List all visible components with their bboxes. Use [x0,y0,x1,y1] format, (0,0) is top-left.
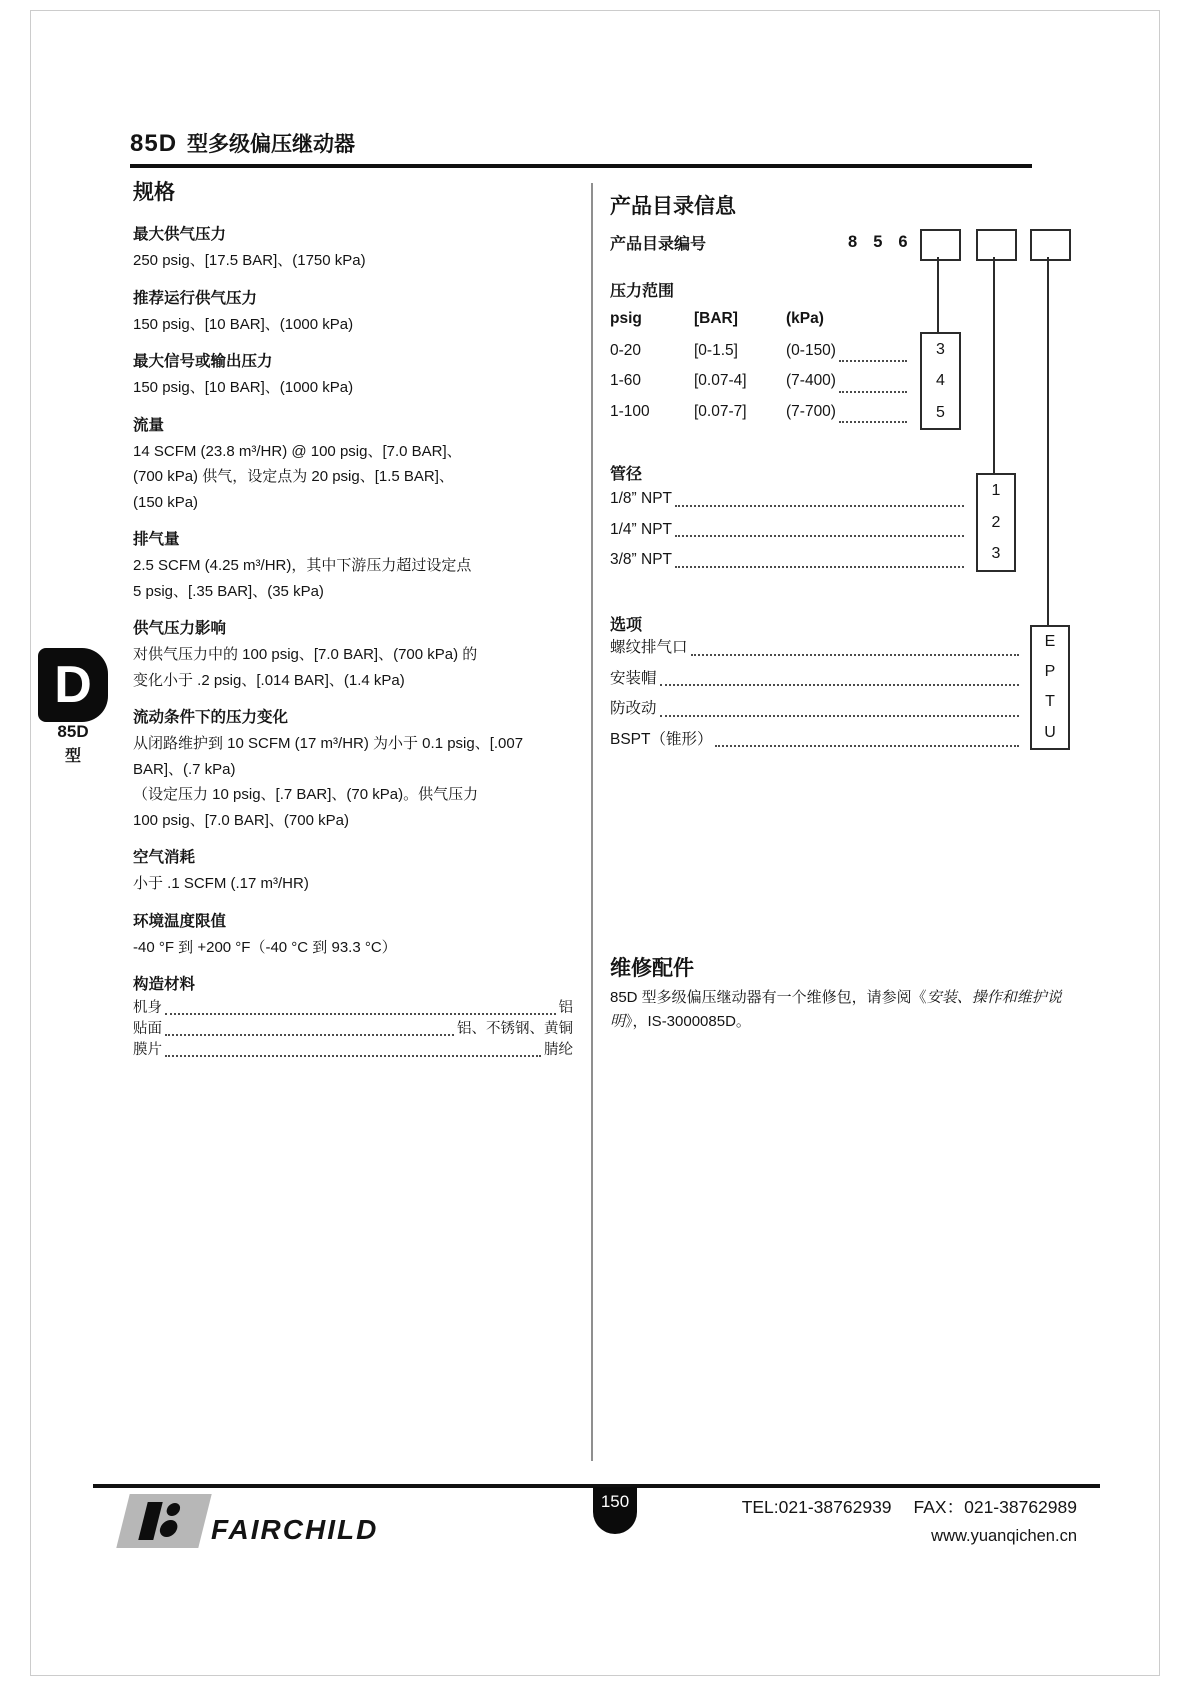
range-code: 4 [936,372,945,390]
spec-line: -40 °F 到 +200 °F（-40 °C 到 93.3 °C） [133,938,397,956]
service-heading: 维修配件 [610,957,694,980]
spec-line: 对供气压力中的 100 psig、[7.0 BAR]、(700 kPa) 的 [133,646,478,663]
spec-section-title: 排气量 [133,531,180,548]
pipe-code-box [976,473,1016,572]
pr-bar: [0-1.5] [694,342,738,359]
service-text-after: 》，IS-3000085D。 [625,1013,751,1030]
catalog-digit-box-pipe [976,229,1017,261]
dotted-leader [839,397,907,423]
pipe-size-row [610,515,967,546]
pressure-range-title: 压力范围 [610,283,675,300]
spec-section [133,286,579,338]
option-code: P [1044,663,1056,681]
pipe-size-row [610,545,967,576]
dotted-leader [839,336,907,362]
dotted-leader [675,535,964,537]
catalog-digit-box-option [1030,229,1071,261]
pressure-range-rows [610,336,910,427]
footer-tel-fax [742,1494,1077,1519]
section-tab-letter: D [54,656,92,714]
spec-line: 5 psig、[.35 BAR]、(35 kPa) [133,582,324,600]
catalog-number-label: 产品目录编号 [610,236,707,253]
materials-label: 膜片 [133,1042,162,1058]
brand-name: FAIRCHILD [211,1514,379,1545]
materials-value: 铝、不锈钢、黄铜 [457,1021,573,1037]
service-text-before: 85D 型多级偏压继动器有一个维修包，请参阅《 [610,989,927,1006]
dotted-leader [715,745,1019,747]
materials-row [133,1019,573,1040]
materials-rows [133,998,579,1061]
connector-line-option [1047,257,1049,625]
spec-section-title: 最大供气压力 [133,226,227,243]
spec-section [133,222,579,274]
catalog-heading-wrap [610,190,736,220]
pipe-code: 3 [991,545,1001,563]
column-divider [591,183,593,1461]
spec-line: 从闭路维护到 10 SCFM (17 m³/HR) 为小于 0.1 psig、[.007 [133,735,524,752]
page-title-code: 85D [130,130,178,157]
spec-line: 100 psig、[7.0 BAR]、(700 kPa) [133,811,349,829]
dotted-leader [660,684,1019,686]
footer-website: www.yuanqichen.cn [931,1527,1077,1545]
pr-psig: 0-20 [610,342,642,359]
options-code-box [1030,625,1070,750]
connector-line-range [937,257,939,332]
fairchild-logo [123,1492,378,1548]
option-row [610,664,1022,695]
pr-kpa: (7-400) [786,372,836,390]
connector-line-pipe [993,257,995,473]
spec-line: 150 psig、[10 BAR]、(1000 kPa) [133,379,354,396]
specs-heading: 规格 [133,181,175,204]
materials-title: 构造材料 [133,976,196,993]
catalog-digit: 6 [898,233,908,251]
service-text [610,986,1075,1034]
spec-section [133,527,579,604]
option-code: E [1044,633,1056,650]
section-tab-model: 85D [57,722,89,741]
spec-section [133,616,579,693]
spec-section [133,705,579,833]
logo-dot-small [165,1503,181,1516]
section-tab [38,648,108,722]
pr-kpa: (7-700) [786,402,836,420]
spec-section [133,413,579,516]
option-label: BSPT（锥形） [610,730,713,748]
pr-header-kpa: (kPa) [786,310,824,327]
pressure-range-row [610,366,910,396]
pipe-size-title: 管径 [610,466,643,483]
spec-section [133,845,579,897]
catalog-heading: 产品目录信息 [610,195,736,218]
fairchild-logo-icon [116,1494,211,1548]
spec-section-title: 空气消耗 [133,849,196,866]
option-code: U [1044,723,1056,741]
range-code: 3 [936,341,945,358]
spec-line: 2.5 SCFM (4.25 m³/HR)，其中下游压力超过设定点 [133,557,472,574]
option-label: 防改动 [610,700,657,717]
pressure-range-row [610,336,910,366]
spec-section-title: 环境温度限值 [133,912,227,930]
pipe-size-label: 1/8” NPT [610,490,673,507]
pr-psig: 1-60 [610,372,642,390]
service-text-italic: 安装、操作和维护说明 [610,989,1062,1030]
pressure-range-header [610,307,910,331]
section-tab-type: 型 [64,748,81,765]
footer-tel: TEL:021-38762939 [741,1497,892,1517]
specifications-column [133,180,579,1061]
materials-value: 腈纶 [544,1042,573,1058]
catalog-digit: 5 [873,233,883,251]
spec-line: （设定压力 10 psig、[.7 BAR]、(70 kPa)。供气压力 [133,786,479,803]
materials-value: 铝 [558,1000,573,1016]
pipe-code: 2 [991,513,1001,531]
dotted-leader [839,366,907,392]
materials-label: 贴面 [133,1021,162,1037]
logo-dot-big [158,1520,179,1537]
option-row [610,694,1022,725]
pressure-range-row [610,397,910,427]
options-rows [610,633,1022,755]
spec-line: 14 SCFM (23.8 m³/HR) @ 100 psig、[7.0 BAR]、 [133,442,462,460]
option-code: T [1045,693,1055,711]
spec-line: 变化小于 .2 psig、[.014 BAR]、(1.4 kPa) [133,671,405,689]
range-code: 5 [936,403,945,421]
options-title: 选项 [610,617,643,634]
dotted-leader [691,654,1019,656]
dotted-leader [660,715,1019,717]
spec-section-title: 供气压力影响 [133,620,227,637]
dotted-leader [165,1055,541,1057]
spec-line: (150 kPa) [133,493,199,511]
pr-header-bar: [BAR] [694,310,738,327]
dotted-leader [165,1013,556,1015]
option-row [610,725,1022,756]
spec-section [133,909,579,961]
spec-line: BAR]、(.7 kPa) [133,760,236,778]
pipe-code: 1 [991,482,1001,499]
specs-sections [133,222,579,960]
option-row [610,633,1022,664]
materials-label: 机身 [133,1000,162,1016]
page-number-badge: 150 [593,1487,637,1534]
pr-bar: [0.07-7] [694,402,747,420]
pr-psig: 1-100 [610,402,650,420]
page-title-text: 型多级偏压继动器 [187,133,356,156]
footer-fax: FAX：021-38762989 [913,1497,1077,1517]
materials-row [133,998,573,1019]
spec-line: 小于 .1 SCFM (.17 m³/HR) [133,875,309,892]
pipe-size-label: 1/4” NPT [610,520,673,538]
spec-section-title: 推荐运行供气压力 [133,289,258,307]
pr-header-psig: psig [610,310,642,327]
spec-line: 150 psig、[10 BAR]、(1000 kPa) [133,315,354,333]
pr-kpa: (0-150) [786,342,836,359]
dotted-leader [675,505,964,507]
materials-row [133,1040,573,1061]
pr-bar: [0.07-4] [694,372,747,390]
spec-section [133,349,579,401]
spec-section-title: 流量 [133,416,165,434]
dotted-leader [675,566,964,568]
logo-stem [138,1502,162,1540]
spec-section-title: 最大信号或输出压力 [133,353,273,370]
spec-line: (700 kPa) 供气，设定点为 20 psig、[1.5 BAR]、 [133,468,454,485]
pipe-size-label: 3/8” NPT [610,551,673,568]
catalog-digit-box-range [920,229,961,261]
option-label: 螺纹排气口 [610,639,688,656]
pipe-size-row [610,484,967,515]
spec-section-title: 流动条件下的压力变化 [133,709,289,726]
spec-line: 250 psig、[17.5 BAR]、(1750 kPa) [133,252,366,269]
dotted-leader [165,1034,454,1036]
range-code-box [920,332,961,430]
page-title [130,128,1032,168]
option-label: 安装帽 [610,669,657,687]
catalog-number-digits [848,233,908,252]
pipe-size-rows [610,484,967,576]
catalog-digit: 8 [848,233,858,251]
